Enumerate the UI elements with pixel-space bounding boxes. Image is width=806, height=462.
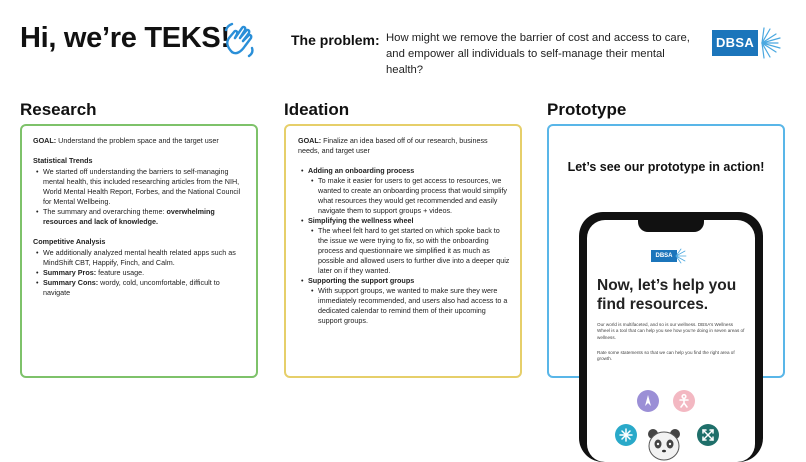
goal-text: Finalize an idea based off of our research, business needs, and target user — [298, 136, 488, 155]
list-item: • Adding an onboarding process • To make it easier for users to get access to resources, we wanted to create an onboarding process that would simplify what resources they would get recommended and easily navigate them to support groups + videos. — [308, 166, 510, 216]
list-item: • We additionally analyzed mental health related apps such as MindShift CBT, Happify, Finch, and Calm. — [43, 248, 246, 268]
goal-text: Understand the problem space and the target user — [58, 136, 219, 145]
ideation-card — [284, 124, 522, 378]
screen-paragraph: Our world is multifaceted, and so is our wellness. DBSA’s Wellness Wheel is a tool that can help you see how you’re doing in seven areas of wellness. — [597, 322, 745, 340]
sparkle-icon[interactable] — [615, 424, 637, 446]
problem-statement: How might we remove the barrier of cost and access to care, and empower all individuals to self-manage their mental health? — [386, 32, 690, 76]
list-item: • With support groups, we wanted to make sure they were immediately recommended, and users also had access to a dedicated calendar to remind them of their upcoming support groups. — [318, 286, 510, 326]
research-card — [20, 124, 258, 378]
waving-hand-icon — [222, 22, 258, 60]
list-item: • We started off understanding the barriers to self-managing mental health, this included researching articles from the NIH, World Mental Health Report, Forbes, and the National Council for Mental Wellbeing. — [43, 167, 246, 207]
research-heading: Research — [20, 100, 97, 119]
screen-paragraph: Rate some statements so that we can help you find the right area of growth. — [597, 350, 735, 362]
logo-text: DBSA — [712, 30, 758, 56]
page-title: Hi, we’re TEKS! — [20, 22, 230, 54]
phone-notch — [638, 220, 704, 232]
competitive-analysis-title: Competitive Analysis — [33, 237, 106, 246]
compass-icon[interactable] — [637, 390, 659, 412]
statistical-trends-title: Statistical Trends — [33, 156, 93, 165]
dbsa-logo — [712, 26, 776, 60]
phone-mockup — [579, 212, 763, 462]
goal-label: GOAL: — [298, 136, 322, 145]
list-item: • Summary Pros: feature usage. — [43, 268, 246, 278]
prototype-heading: Prototype — [547, 100, 627, 119]
list-item: • The wheel felt hard to get started on which spoke back to the issue we were trying to fix, so with the onboarding process and questionnaire we simplified it as much as possible and allowed users to further dive into a deeper quiz later on if they wanted. — [318, 226, 510, 276]
ideation-heading: Ideation — [284, 100, 350, 119]
list-item: • Summary Cons: wordy, cold, uncomfortable, difficult to navigate — [43, 278, 246, 298]
list-item: • Simplifying the wellness wheel • The wheel felt hard to get started on which spoke back to the issue we were trying to fix, so with the onboarding process and questionnaire we simplified it as much as possible and allowed users to further dive into a deeper quiz later on if they wanted. — [308, 216, 510, 276]
prototype-cta: Let’s see our prototype in action! — [567, 160, 765, 174]
person-icon[interactable] — [673, 390, 695, 412]
dbsa-burst-icon — [752, 26, 782, 60]
list-item: • The summary and overarching theme: overwhelming resources and lack of knowledge. — [43, 207, 246, 227]
problem-label: The problem: — [291, 32, 380, 48]
list-item: • To make it easier for users to get access to resources, we wanted to create an onboarding process that would simplify what resources they would get recommended and easily navigate them to support groups + videos. — [318, 176, 510, 216]
panda-icon — [645, 426, 683, 462]
list-item: • Supporting the support groups • With support groups, we wanted to make sure they were immediately recommended, and users also had access to a dedicated calendar to remind them of their upcoming support groups. — [308, 276, 510, 326]
dbsa-burst-icon — [673, 248, 687, 264]
phone-screen — [587, 220, 755, 462]
screen-logo: DBSA — [651, 248, 691, 264]
arrows-icon[interactable] — [697, 424, 719, 446]
goal-label: GOAL: — [33, 136, 57, 145]
screen-headline: Now, let’s help you find resources. — [597, 277, 737, 313]
